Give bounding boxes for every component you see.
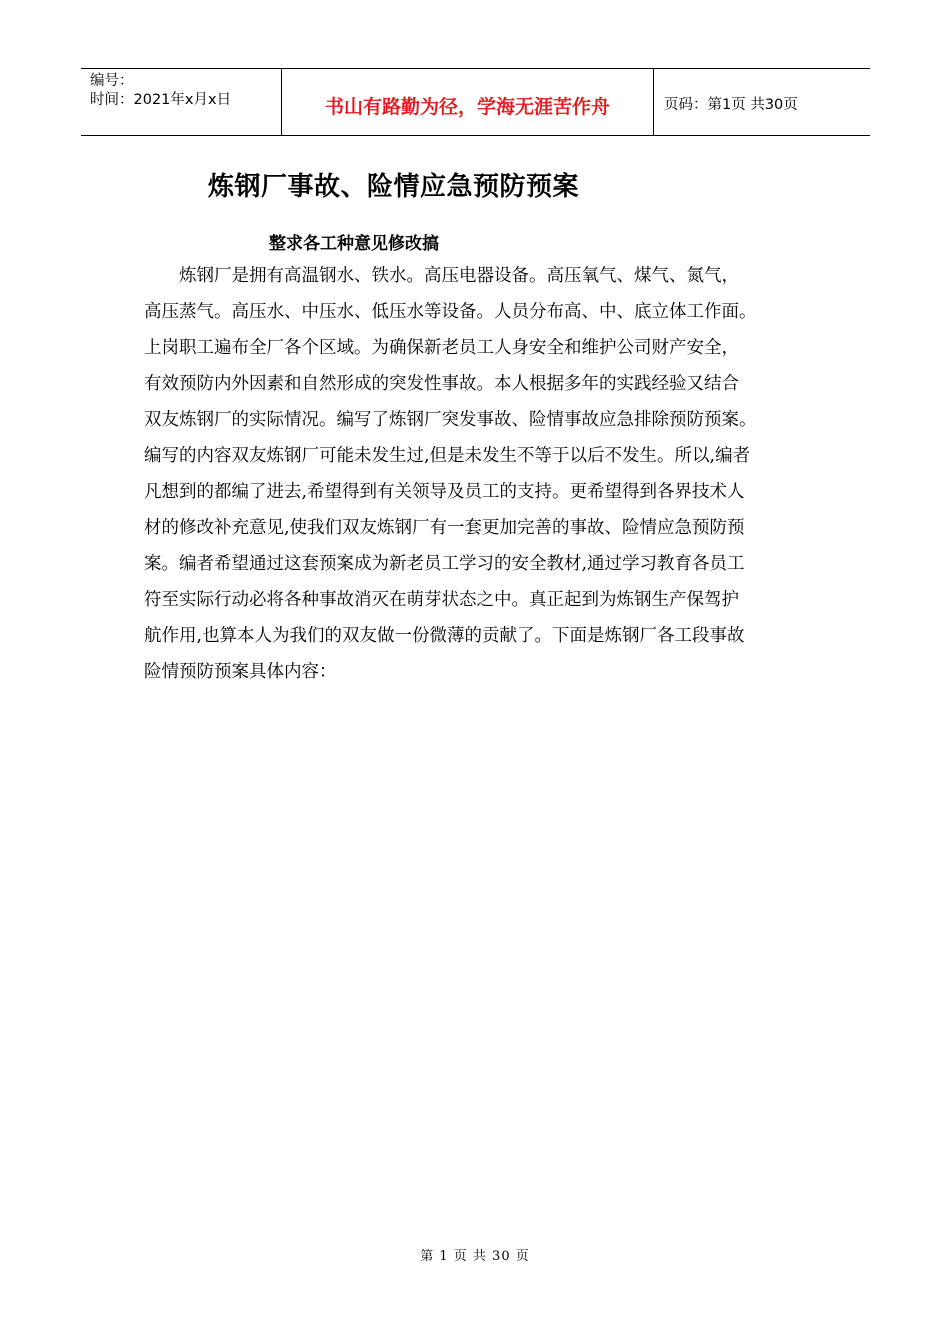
document-subtitle: 整求各工种意见修改搞 <box>269 234 439 254</box>
time-label: 时间：2021年x月x日 <box>90 92 232 108</box>
body-line: 编写的内容双友炼钢厂可能未发生过,但是未发生不等于以后不发生。所以,编者 <box>144 446 751 466</box>
header-page-info: 页码：第1页 共30页 <box>664 96 798 113</box>
number-label: 编号： <box>90 73 134 89</box>
body-line: 高压蒸气。高压水、中压水、低压水等设备。人员分布高、中、底立体工作面。 <box>144 302 757 322</box>
body-line: 炼钢厂是拥有高温钢水、铁水。高压电器设备。高压氧气、煤气、氮气， <box>179 266 739 286</box>
body-line: 符至实际行动必将各种事故消灭在萌芽状态之中。真正起到为炼钢生产保驾护 <box>144 590 739 610</box>
body-line: 材的修改补充意见,使我们双友炼钢厂有一套更加完善的事故、险情应急预防预 <box>144 518 745 538</box>
page-footer: 第 1 页 共 30 页 <box>420 1249 530 1264</box>
body-line: 双友炼钢厂的实际情况。编写了炼钢厂突发事故、险情事故应急排除预防预案。 <box>144 410 757 430</box>
page-header <box>81 68 870 136</box>
body-line: 凡想到的都编了进去,希望得到有关领导及员工的支持。更希望得到各界技术人 <box>144 482 745 502</box>
header-motto: 书山有路勤为径，学海无涯苦作舟 <box>281 69 654 135</box>
body-line: 险情预防预案具体内容： <box>144 662 337 682</box>
document-title: 炼钢厂事故、险情应急预防预案 <box>208 172 580 202</box>
body-line: 航作用,也算本人为我们的双友做一份微薄的贡献了。下面是炼钢厂各工段事故 <box>144 626 745 646</box>
header-meta <box>81 69 281 135</box>
body-line: 上岗职工遍布全厂各个区域。为确保新老员工人身安全和维护公司财产安全， <box>144 338 739 358</box>
body-line: 有效预防内外因素和自然形成的突发性事故。本人根据多年的实践经验又结合 <box>144 374 739 394</box>
body-line: 案。编者希望通过这套预案成为新老员工学习的安全教材,通过学习教育各员工 <box>144 554 745 574</box>
